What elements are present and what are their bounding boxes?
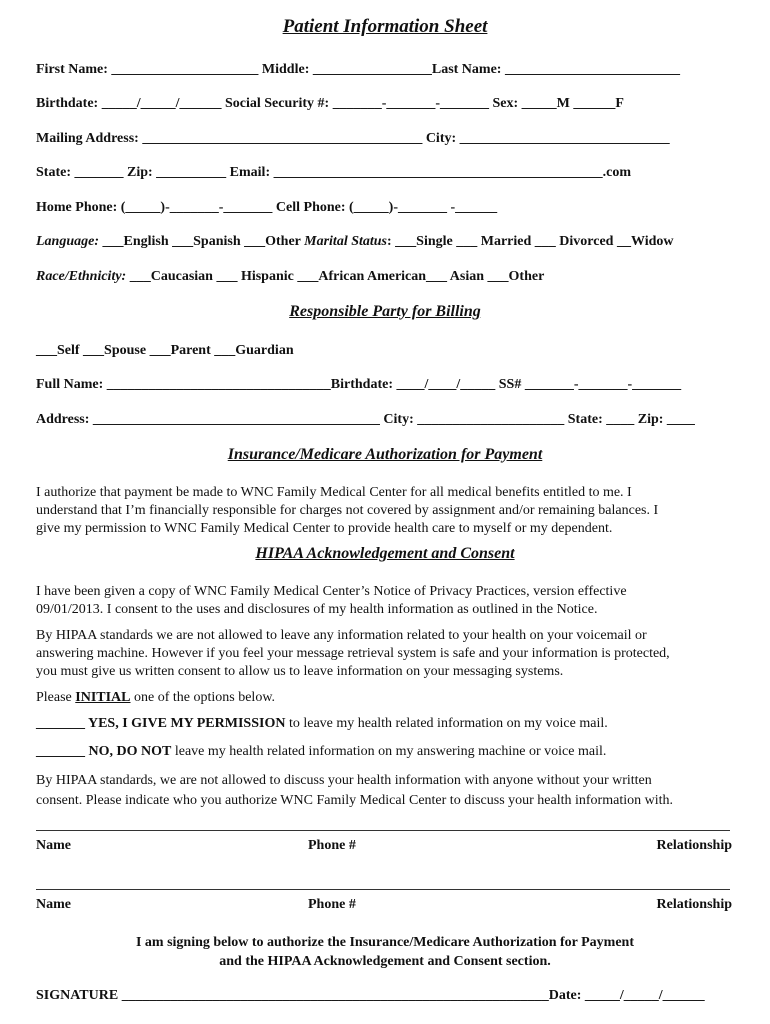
no-initial-blank[interactable]: _______ [36, 744, 89, 759]
billing-heading: Responsible Party for Billing [289, 303, 481, 320]
contact-relationship-label: Relationship [656, 838, 732, 853]
responsible-party-options[interactable]: ___Self ___Spouse ___Parent ___Guardian [36, 343, 294, 358]
name-fields-line[interactable]: First Name: _____________________ Middle: _________________Last Name: _________________________ [36, 62, 680, 77]
marital-status-options[interactable]: : ___Single ___ Married ___ Divorced __Widow [387, 234, 674, 249]
initial-instruction: Please INITIAL one of the options below. [36, 690, 276, 705]
billing-address-line[interactable]: Address: _________________________________________ City: _____________________ State: ____ Zip: ____ [36, 412, 695, 427]
signing-statement: I am signing below to authorize the Insurance/Medicare Authorization for Payment and the HIPAA Acknowledgement and Consent section. [135, 935, 634, 969]
signature-line[interactable] [36, 987, 734, 1005]
language-options[interactable]: ___English ___Spanish ___Other [99, 234, 305, 249]
contact-relationship-label: Relationship [656, 897, 732, 912]
contact-1-labels [36, 838, 732, 854]
language-label: Language: [36, 234, 99, 249]
state-zip-email-line[interactable]: State: _______ Zip: __________ Email: _______________________________________________.com [36, 165, 631, 180]
birthdate-ssn-sex-line[interactable]: Birthdate: _____/_____/______ Social Security #: _______-_______-_______ Sex: _____M ______F [36, 96, 624, 111]
insurance-authorization-text: I authorize that payment be made to WNC Family Medical Center for all medical benefits entitled to me. I understand that I’m financially responsible for charges not covered by assignment and/or remaining balances. I give my permission to WNC Family Medical Center to provide health care to myself or my dependent. [36, 485, 659, 536]
contact-2-entry-line[interactable] [36, 889, 730, 890]
contact-name-label: Name [36, 838, 71, 853]
phone-line[interactable]: Home Phone: (_____)-_______-_______ Cell Phone: (_____)-_______ -______ [36, 200, 498, 215]
mailing-address-line[interactable]: Mailing Address: ________________________________________ City: ______________________________ [36, 131, 670, 146]
initial-word: INITIAL [75, 690, 131, 705]
race-ethnicity-label: Race/Ethnicity: [36, 269, 127, 284]
race-ethnicity-line [36, 268, 734, 286]
voicemail-no-option[interactable]: _______ NO, DO NOT leave my health related information on my answering machine or voice mail. [36, 744, 607, 759]
billing-fullname-line[interactable]: Full Name: ________________________________Birthdate: ____/____/_____ SS# _______-_______-_______ [36, 377, 682, 392]
page-title: Patient Information Sheet [282, 16, 488, 37]
hipaa-heading: HIPAA Acknowledgement and Consent [255, 545, 515, 562]
contact-phone-label: Phone # [308, 897, 356, 912]
language-marital-line [36, 233, 734, 251]
signature-date-blanks[interactable]: _____________________________________________________________Date: _____/_____/______ [118, 988, 705, 1003]
voicemail-policy-text: By HIPAA standards we are not allowed to leave any information related to your health on your voicemail or answering machine. However if you feel your message retrieval system is safe and your information is protected, you must give us written consent to allow us to leave information on your messaging systems. [36, 628, 670, 679]
marital-status-label: Marital Status [304, 234, 388, 249]
contact-name-label: Name [36, 897, 71, 912]
voicemail-yes-option[interactable]: _______ YES, I GIVE MY PERMISSION to leave my health related information on my voice mail. [36, 716, 608, 731]
authorized-contacts-text: By HIPAA standards, we are not allowed to discuss your health information with anyone without your written consent. Please indicate who you authorize WNC Family Medical Center to discuss your health information with. [36, 773, 673, 808]
contact-2-labels [36, 897, 732, 913]
insurance-heading: Insurance/Medicare Authorization for Payment [227, 446, 543, 463]
race-ethnicity-options[interactable]: ___Caucasian ___ Hispanic ___African American___ Asian ___Other [126, 269, 545, 284]
contact-phone-label: Phone # [308, 838, 356, 853]
yes-initial-blank[interactable]: _______ [36, 716, 88, 731]
signature-label: SIGNATURE [36, 988, 119, 1003]
privacy-notice-text: I have been given a copy of WNC Family Medical Center’s Notice of Privacy Practices, version effective 09/01/2013. I consent to the uses and disclosures of my health information as outlined in the Notice. [36, 584, 627, 617]
contact-1-entry-line[interactable] [36, 830, 730, 831]
